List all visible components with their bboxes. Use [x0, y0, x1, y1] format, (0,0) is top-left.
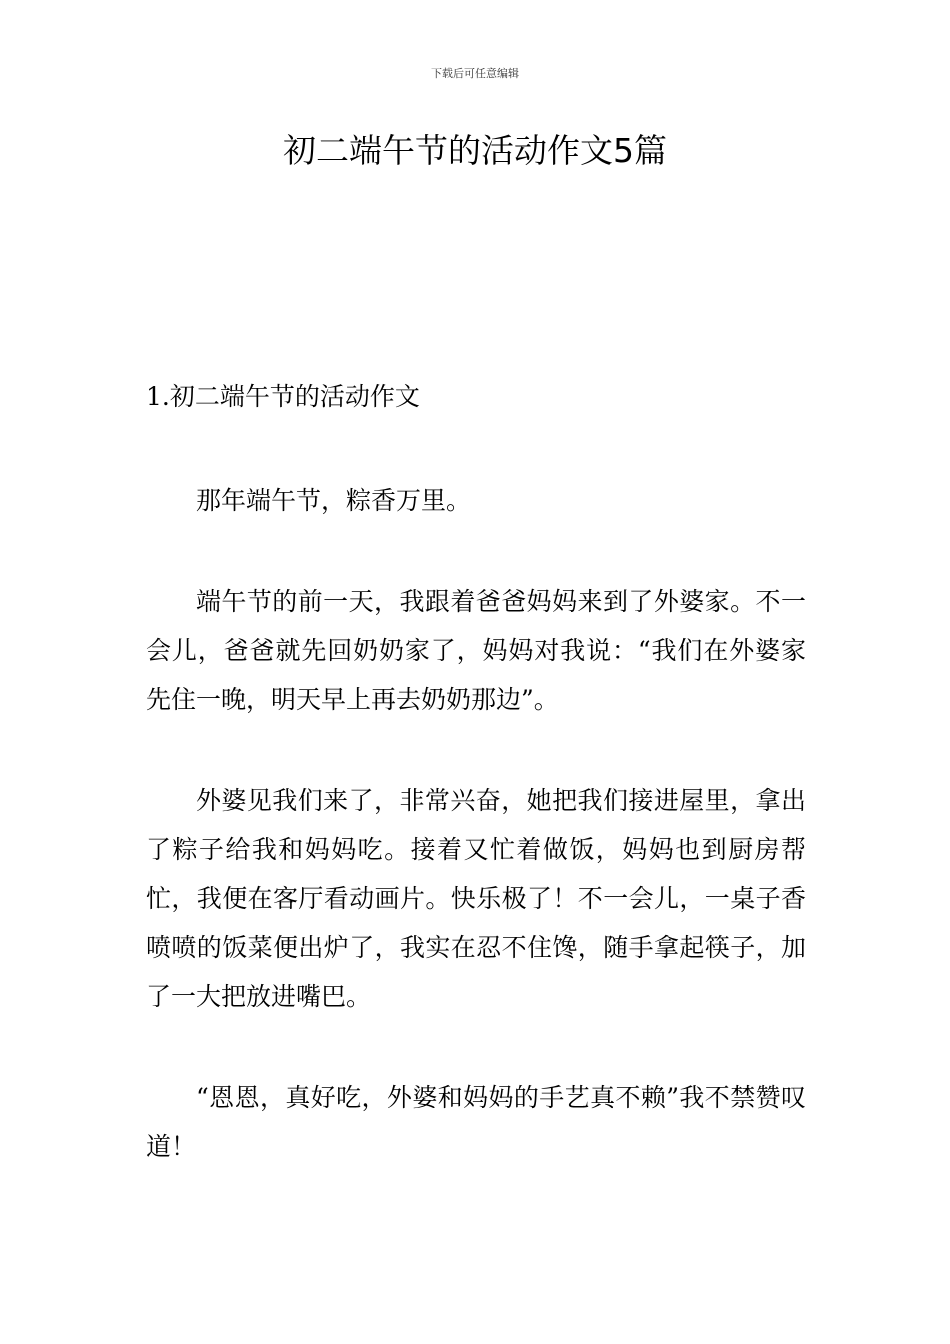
- paragraph-2: 端午节的前一天，我跟着爸爸妈妈来到了外婆家。不一会儿，爸爸就先回奶奶家了，妈妈对我说：“我们在外婆家先住一晚，明天早上再去奶奶那边”。: [146, 587, 806, 714]
- document-body: [146, 376, 806, 1223]
- paragraph-3: 外婆见我们来了，非常兴奋，她把我们接进屋里，拿出了粽子给我和妈妈吃。接着又忙着做饭，妈妈也到厨房帮忙，我便在客厅看动画片。快乐极了！不一会儿，一桌子香喷喷的饭菜便出炉了，我实在忍不住馋，随手拿起筷子，加了一大把放进嘴巴。: [146, 786, 806, 1011]
- paragraph-4: “恩恩，真好吃，外婆和妈妈的手艺真不赖”我不禁赞叹道！: [146, 1083, 806, 1161]
- paragraph-1: 那年端午节，粽香万里。: [196, 486, 472, 515]
- header-note: 下载后可任意编辑: [431, 67, 519, 80]
- document-title: 初二端午节的活动作文5篇: [283, 131, 667, 170]
- section-heading: 1.初二端午节的活动作文: [146, 382, 420, 411]
